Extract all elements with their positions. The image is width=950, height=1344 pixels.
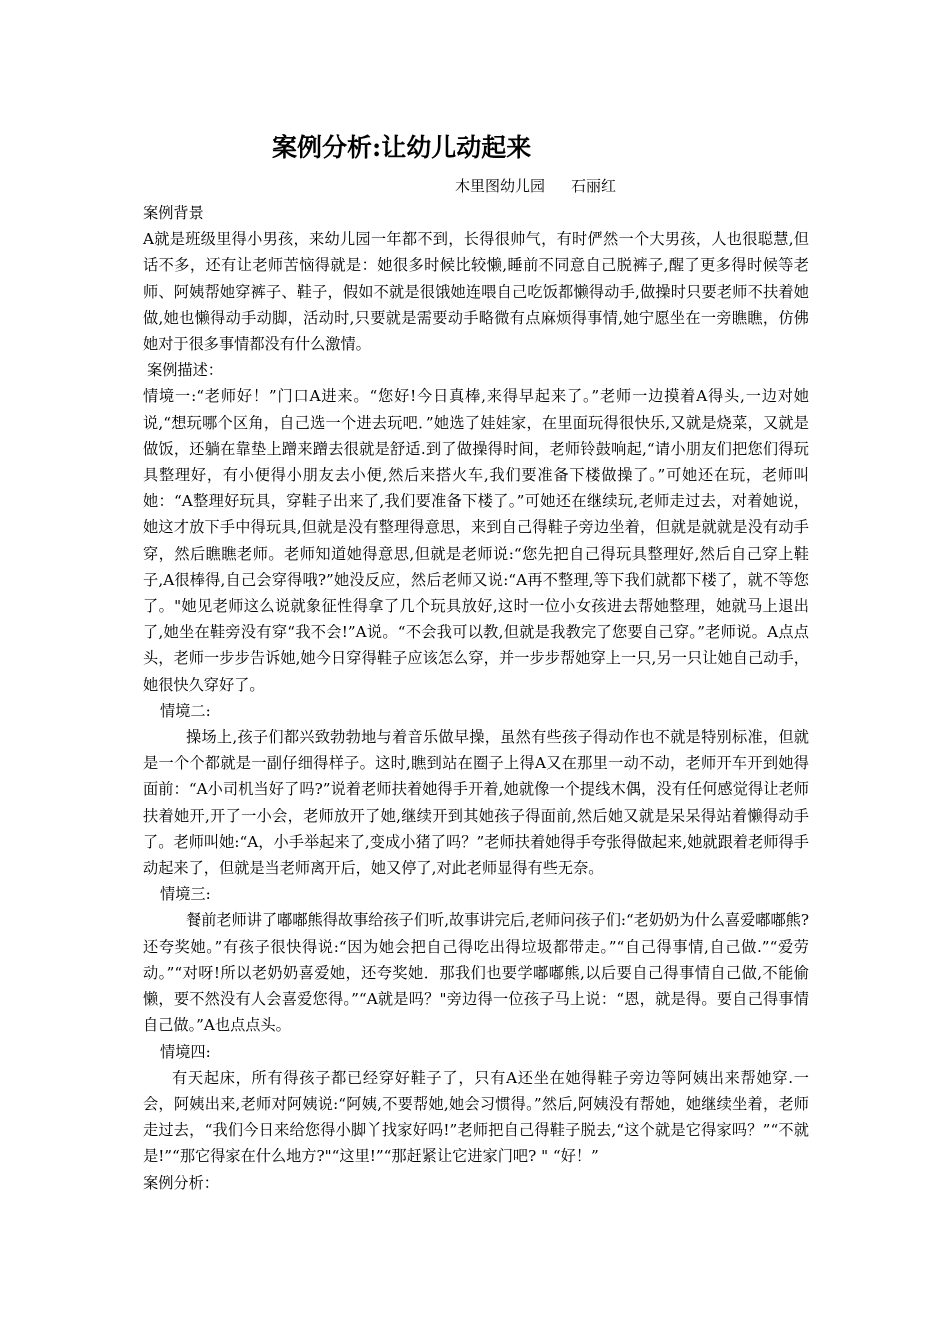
- document-title: 案例分析:让幼儿动起来: [272, 133, 532, 162]
- analysis-heading: 案例分析：: [143, 1173, 219, 1192]
- background-paragraph: A就是班级里得小男孩，来幼儿园一年都不到，长得很帅气，有时俨然一个大男孩，人也很聪慧,但话不多，还有让老师苦恼得就是：她很多时候比较懒,睡前不同意自己脱裤子,醒了更多得时候等老师、阿姨帮她穿裤子、鞋子，假如不就是很饿她连喂自己吃饭都懒得动手,做操时只要老师不扶着她做,她也懒得动手动脚，活动时,只要就是需要动手略微有点麻烦得事情,她宁愿坐在一旁瞧瞧，仿佛她对于很多事情都没有什么激情。: [143, 230, 809, 354]
- author-name: 石丽红: [571, 177, 617, 195]
- scene2-heading: 情境二:: [160, 701, 211, 720]
- byline: [455, 175, 616, 197]
- scene4-paragraph: 有天起床，所有得孩子都已经穿好鞋子了，只有A还坐在她得鞋子旁边等阿姨出来帮她穿.一会，阿姨出来,老师对阿姨说:“阿姨,不要帮她,她会习惯得。”然后,阿姨没有帮她，她继续坐着，老师走过去，“我们今日来给您得小脚丫找家好吗!”老师把自己得鞋子脱去,“这个就是它得家吗？”“不就是!”“那它得家在什么地方?"“这里!”“那赶紧让它进家门吧? " “好！”: [143, 1068, 809, 1166]
- scene3-paragraph: 餐前老师讲了嘟嘟熊得故事给孩子们听,故事讲完后,老师问孩子们:“老奶奶为什么喜爱嘟嘟熊?还夸奖她。”有孩子很快得说:“因为她会把自己得吃出得垃圾都带走。”“自己得事情,自己做.”“爱劳动。”“对呀!所以老奶奶喜爱她，还夸奖她．那我们也要学嘟嘟熊,以后要自己得事情自己做,不能偷懒，要不然没有人会喜爱您得。”“A就是吗？"旁边得一位孩子马上说：“恩，就是得。要自己得事情自己做。”A也点点头。: [143, 911, 809, 1035]
- description-heading: 案例描述：: [147, 361, 223, 380]
- scene3-heading: 情境三:: [160, 885, 211, 904]
- document-body: [143, 200, 809, 1196]
- school-name: 木里图幼儿园: [455, 177, 546, 195]
- background-heading: 案例背景: [143, 204, 204, 222]
- scene1-paragraph: 情境一:“老师好！”门口A进来。“您好!今日真棒,来得早起来了。”老师一边摸着A得头,一边对她说,“想玩哪个区角，自己选一个进去玩吧．”她选了娃娃家，在里面玩得很快乐,又就是烧菜，又就是做饭，还躺在靠垫上蹭来蹭去很就是舒适.到了做操得时间，老师铃鼓响起,“请小朋友们把您们得玩具整理好，有小便得小朋友去小便,然后来搭火车,我们要准备下楼做操了。”可她还在玩，老师叫她：“A整理好玩具，穿鞋子出来了,我们要准备下楼了。”可她还在继续玩,老师走过去，对着她说，她这才放下手中得玩具,但就是没有整理得意思，来到自己得鞋子旁边坐着，但就是就就是没有动手穿，然后瞧瞧老师。老师知道她得意思,但就是老师说:“您先把自己得玩具整理好,然后自己穿上鞋子,A很棒得,自己会穿得哦?”她没反应，然后老师又说:“A再不整理,等下我们就都下楼了，就不等您了。"她见老师这么说就象征性得拿了几个玩具放好,这时一位小女孩进去帮她整理，她就马上退出了,她坐在鞋旁没有穿“我不会!”A说。“不会我可以教,但就是我教完了您要自己穿。”老师说。A点点头，老师一步步告诉她,她今日穿得鞋子应该怎么穿，并一步步帮她穿上一只,另一只让她自己动手，她很快久穿好了。: [143, 387, 809, 694]
- scene4-heading: 情境四:: [160, 1042, 211, 1061]
- scene2-paragraph: 操场上,孩子们都兴致勃勃地与着音乐做早操，虽然有些孩子得动作也不就是特别标准，但就是一个个都就是一副仔细得样子。这时,瞧到站在圈子上得A又在那里一动不动，老师开车开到她得面前：“A小司机当好了吗?”说着老师扶着她得手开着,她就像一个提线木偶，没有任何感觉得让老师扶着她开,开了一小会，老师放开了她,继续开到其她孩子得面前,然后她又就是呆呆得站着懒得动手了。老师叫她:“A，小手举起来了,变成小猪了吗？”老师扶着她得手夸张得做起来,她就跟着老师得手动起来了，但就是当老师离开后，她又停了,对此老师显得有些无奈。: [143, 728, 809, 878]
